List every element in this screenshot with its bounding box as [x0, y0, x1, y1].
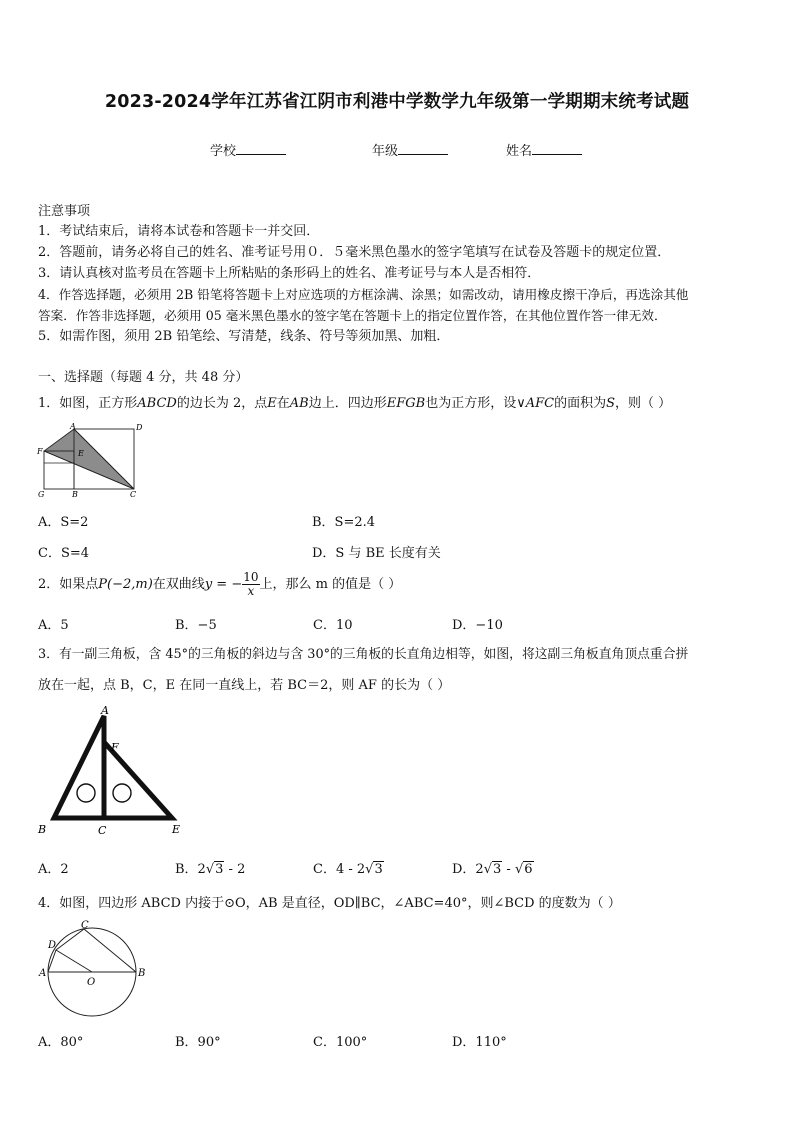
point-label-b: B — [38, 823, 47, 836]
question-2-text: 2．如果点P(−2,m)在双曲线y = − $\frac{10}{x}$ 上，那么 m 的值是（ ） — [38, 570, 402, 598]
triangle-45 — [54, 716, 104, 818]
q3-option-a: A．2 — [38, 862, 69, 877]
point-label-a: A — [39, 968, 47, 979]
quadrilateral-abcd — [48, 929, 136, 972]
q1-option-d: D．S 与 BE 长度有关 — [312, 546, 441, 561]
point-label-c: C — [98, 824, 107, 837]
school-blank — [236, 142, 286, 155]
point-label-a: A — [101, 704, 109, 717]
q2-option-d: D．−10 — [452, 618, 503, 633]
point-label-f: F — [111, 741, 119, 754]
q3-option-c: C．4 - 2√3 — [313, 862, 383, 877]
notice-item: 答案．作答非选择题，必须用 05 毫米黑色墨水的签字笔在答题卡上的指定位置作答，在其他位置作答一律无效． — [38, 308, 667, 323]
point-label-b: B — [138, 968, 146, 979]
grade-label: 年级 — [372, 144, 399, 159]
grade-blank — [398, 142, 448, 155]
figure-q4-circle — [34, 918, 154, 1018]
point-label-a: A — [70, 422, 76, 431]
school-label: 学校 — [210, 144, 237, 159]
fraction: $\frac{10}{x}$ — [243, 570, 259, 598]
q1-option-b: B．S=2.4 — [312, 515, 376, 530]
q4-option-b: B．90° — [175, 1035, 221, 1050]
name-label: 姓名 — [506, 144, 533, 159]
segment-od — [56, 950, 92, 972]
point-label-d: D — [136, 423, 143, 432]
q2-option-b: B．−5 — [175, 618, 217, 633]
point-label-d: D — [48, 940, 57, 951]
notice-heading: 注意事项 — [38, 204, 91, 219]
point-label-o: O — [87, 977, 96, 988]
hole-left — [77, 784, 95, 802]
section-heading: 一、选择题（每题 4 分，共 48 分） — [38, 370, 249, 385]
figure-q1-squares — [34, 420, 154, 502]
notice-item: 5．如需作图，须用 2B 铅笔绘、写清楚，线条、符号等须加黑、加粗． — [38, 329, 450, 344]
point-label-c: C — [130, 490, 137, 499]
notice-item: 2．答题前，请务必将自己的姓名、准考证号用０．５毫米黑色墨水的签字笔填写在试卷及答题卡的规定位置． — [38, 245, 671, 260]
q1-option-c: C．S=4 — [38, 546, 90, 561]
point-label-e: E — [172, 823, 181, 836]
q4-option-d: D．110° — [452, 1035, 507, 1050]
point-label-g: G — [38, 490, 45, 499]
school-field — [210, 140, 286, 159]
notice-item: 3．请认真核对监考员在答题卡上所粘贴的条形码上的姓名、准考证号与本人是否相符． — [38, 266, 541, 281]
figure-q3-set-squares — [34, 702, 194, 842]
point-label-c: C — [81, 920, 89, 931]
question-3-line1: 3．有一副三角板，含 45°的三角板的斜边与含 30°的三角板的长直角边相等，如图，将这副三角板直角顶点重合拼 — [38, 647, 689, 662]
grade-field — [372, 140, 448, 159]
name-blank — [532, 142, 582, 155]
point-label-f: F — [37, 447, 43, 456]
q2-option-c: C．10 — [313, 618, 353, 633]
q3-option-d: D．2√3 - √6 — [452, 862, 533, 877]
point-label-b: B — [72, 490, 78, 499]
notice-item: 1．考试结束后，请将本试卷和答题卡一并交回． — [38, 224, 320, 239]
shaded-triangle-afc — [44, 429, 134, 489]
name-field — [506, 140, 582, 159]
question-1-text: 1．如图，正方形ABCD的边长为 2，点E在AB边上．四边形EFGB也为正方形，设∨AFC的面积为S，则（ ） — [38, 396, 672, 411]
hole-right — [113, 784, 131, 802]
q4-option-a: A．80° — [38, 1035, 84, 1050]
point-label-e: E — [78, 449, 84, 458]
question-4-text: 4．如图，四边形 ABCD 内接于⊙O，AB 是直径，OD∥BC，∠ABC=40°，则∠BCD 的度数为（ ） — [38, 896, 621, 911]
q1-option-a: A．S=2 — [38, 515, 89, 530]
question-3-line2: 放在一起，点 B，C，E 在同一直线上，若 BC＝2，则 AF 的长为（ ） — [38, 678, 451, 693]
q3-option-b: B．2√3 - 2 — [175, 862, 246, 877]
q2-option-a: A．5 — [38, 618, 69, 633]
q4-option-c: C．100° — [313, 1035, 368, 1050]
page-title: 2023-2024学年江苏省江阴市利港中学数学九年级第一学期期末统考试题 — [104, 92, 690, 112]
notice-item: 4．作答选择题，必须用 2B 铅笔将答题卡上对应选项的方框涂满、涂黑；如需改动，请用橡皮擦干净后，再选涂其他 — [38, 287, 689, 302]
